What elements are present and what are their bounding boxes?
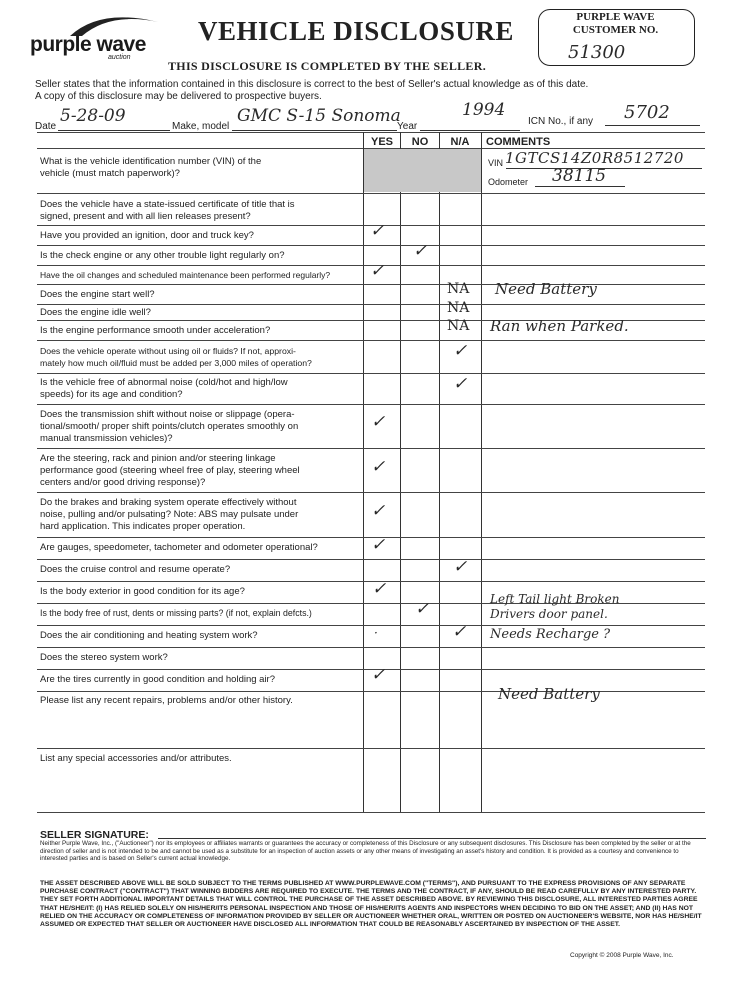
icn-value[interactable]: 5702 xyxy=(624,102,670,123)
question-check-engine: Is the check engine or any other trouble light regularly on? xyxy=(40,250,285,261)
comment-body-rust-1[interactable]: Left Tail light Broken xyxy=(490,592,620,606)
odometer-value[interactable]: 38115 xyxy=(552,166,607,186)
question-text: What is the vehicle identification number (VIN) of the xyxy=(40,156,262,167)
check-mark-na[interactable]: ✓ xyxy=(452,622,467,642)
date-value[interactable]: 5-28-09 xyxy=(60,106,126,126)
question-brakes xyxy=(40,497,360,533)
year-value[interactable]: 1994 xyxy=(462,100,506,120)
question-accessories: List any special accessories and/or attributes. xyxy=(40,753,232,764)
check-mark-yes[interactable]: ✓ xyxy=(372,579,387,599)
question-text: Does the vehicle operate without using oil or fluids? If not, approxi- xyxy=(40,346,296,356)
question-oil-fluids xyxy=(40,345,360,369)
disclaimer-text: Neither Purple Wave, Inc., ("Auctioneer") nor its employees or affiliates warrants or guarantees the accuracy or completeness of this Disclosure or any subsequent disclosures. This Disclosure has been completed by the seller or at the direction of seller and is not intended to be and cannot be used as a substitute for an inspection of auction assets or any other means of investigating an asset's history and condition. It is provided as a courtesy and convenience to interested parties and is based on Seller's current actual knowledge. xyxy=(40,840,691,863)
question-engine-idle: Does the engine idle well? xyxy=(40,307,151,318)
question-engine-start: Does the engine start well? xyxy=(40,289,155,300)
copyright: Copyright © 2008 Purple Wave, Inc. xyxy=(570,952,674,959)
intro-text xyxy=(35,79,705,103)
question-text: noise, pulling and/or pulsating? Note: ABS may pulsate under xyxy=(40,509,299,520)
question-noise xyxy=(40,377,360,401)
check-mark-no[interactable]: ✓ xyxy=(413,241,428,261)
terms-text: THE ASSET DESCRIBED ABOVE WILL BE SOLD SUBJECT TO THE TERMS PUBLISHED AT WWW.PURPLEWAVE.COM ("TERMS"), AND PURSUANT TO THE EXPRESS PROVISIONS OF ANY SEPARATE PURCHASE CONTRACT ("CONTRACT") THAT WINNING BIDDERS ARE REQUIRED TO EXECUTE. THE TERMS AND THE CONTRACT, IF ANY, SHOULD BE READ CAREFULLY BY ANY INTERESTED PARTY. THEY SET FORTH ADDITIONAL IMPORTANT DETAILS THAT WILL CONTROL THE PURCHASE OF THE ASSET DESCRIBED ABOVE. BY REVIEWING THIS DISCLOSURE, ALL INTERESTED PARTIES AGREE THAT HE/SHE/IT: (I) HAS RELIED SOLELY ON HIS/HER/ITS PERSONAL INSPECTION AND THOSE OF HIS/HER/ITS AGENTS AND INSPECTORS WHEN DECIDING TO BID ON THE ASSET; AND (II) HAS NOT RELIED ON THE ACCURACY OR COMPLETENESS OF INFORMATION PROVIDED BY SELLER OR AUCTIONEER WHETHER ORAL, WRITTEN OR POSTED ON AUCTIONEER'S WEBSITE, NOR HAS HE/SHE/IT ASSUMED OR EXPECTED THAT SELLER OR AUCTIONEER HAVE DISCLOSED ALL INFORMATION THAT COULD BE REASONABLY ASCERTAINED BY INSPECTION OF THE ASSET. xyxy=(40,880,702,929)
check-mark-yes[interactable]: ✓ xyxy=(370,221,385,241)
check-mark-yes[interactable]: ✓ xyxy=(371,501,386,521)
question-tires: Are the tires currently in good condition and holding air? xyxy=(40,674,276,685)
date-label: Date xyxy=(35,121,57,132)
question-text: tional/smooth/ proper shift points/clutch operates smoothly on xyxy=(40,421,299,432)
customer-number[interactable]: 51300 xyxy=(568,42,626,63)
question-steering xyxy=(40,453,360,489)
vin-shaded-cells xyxy=(364,149,481,192)
year-label: Year xyxy=(397,121,418,132)
col-na: N/A xyxy=(450,136,470,148)
question-text: vehicle (must match paperwork)? xyxy=(40,168,180,179)
check-mark-yes[interactable]: ✓ xyxy=(371,665,386,685)
signature-label: SELLER SIGNATURE: xyxy=(40,829,149,841)
vin-value[interactable]: 1GTCS14Z0R8512720 xyxy=(505,149,684,167)
question-title xyxy=(40,199,360,223)
question-text: mately how much oil/fluid must be added per 3,000 miles of operation? xyxy=(40,358,312,368)
question-oil-changes: Have the oil changes and scheduled maintenance been performed regularly? xyxy=(40,270,331,280)
question-body-exterior: Is the body exterior in good condition for its age? xyxy=(40,586,245,597)
col-comments: COMMENTS xyxy=(486,136,551,148)
col-no: NO xyxy=(411,136,429,148)
stray-mark: · xyxy=(374,626,378,640)
question-text: Do the brakes and braking system operate effectively without xyxy=(40,497,297,508)
logo-name: purple wave xyxy=(30,33,146,56)
check-mark-yes[interactable]: ✓ xyxy=(370,261,385,281)
signature-line[interactable] xyxy=(158,838,706,839)
question-gauges: Are gauges, speedometer, tachometer and odometer operational? xyxy=(40,542,318,553)
question-text: manual transmission vehicles)? xyxy=(40,433,173,444)
logo-sub: auction xyxy=(108,54,131,61)
check-mark-yes[interactable]: ✓ xyxy=(371,457,386,477)
question-body-rust: Is the body free of rust, dents or missing parts? (if not, explain defcts.) xyxy=(40,608,312,618)
question-cruise: Does the cruise control and resume operate? xyxy=(40,564,231,575)
question-repairs: Please list any recent repairs, problems and/or other history. xyxy=(40,695,293,706)
question-text: centers and/or good driving response)? xyxy=(40,477,206,488)
comment-engine-performance[interactable]: Ran when Parked. xyxy=(490,317,629,335)
make-label: Make, model xyxy=(172,121,230,132)
question-text: Does the transmission shift without noise or slippage (opera- xyxy=(40,409,295,420)
question-text: Are the steering, rack and pinion and/or steering linkage xyxy=(40,453,276,464)
customer-label-line2: CUSTOMER NO. xyxy=(572,24,659,36)
check-mark-na[interactable]: ✓ xyxy=(453,374,468,394)
question-vin xyxy=(40,156,360,180)
question-text: Is the vehicle free of abnormal noise (cold/hot and high/low xyxy=(40,377,288,388)
col-yes: YES xyxy=(370,136,393,148)
make-value[interactable]: GMC S-15 Sonoma xyxy=(237,106,401,126)
icn-label: ICN No., if any xyxy=(528,116,594,127)
page-subtitle: THIS DISCLOSURE IS COMPLETED BY THE SELLER. xyxy=(168,59,486,73)
question-keys: Have you provided an ignition, door and truck key? xyxy=(40,230,254,241)
intro-line2: A copy of this disclosure may be delivered to prospective buyers. xyxy=(35,91,322,102)
question-text: hard application. This indicates proper operation. xyxy=(40,521,246,532)
intro-line1: Seller states that the information contained in this disclosure is correct to the best of Seller's actual knowledge as of this date. xyxy=(35,79,589,90)
comment-repairs[interactable]: Need Battery xyxy=(498,685,600,703)
check-mark-na[interactable]: ✓ xyxy=(453,557,468,577)
page-title: VEHICLE DISCLOSURE xyxy=(198,16,514,46)
comment-engine-start[interactable]: Need Battery xyxy=(495,280,597,298)
customer-label-line1: PURPLE WAVE xyxy=(576,11,655,23)
question-stereo: Does the stereo system work? xyxy=(40,652,168,663)
na-mark[interactable]: NA xyxy=(447,281,470,297)
customer-label xyxy=(538,11,693,37)
question-text: speeds) for its age and condition? xyxy=(40,389,183,400)
check-mark-na[interactable]: ✓ xyxy=(453,341,468,361)
comment-ac[interactable]: Needs Recharge ? xyxy=(490,627,611,642)
question-text: signed, present and with all lien releases present? xyxy=(40,211,251,222)
question-transmission xyxy=(40,409,360,445)
comment-body-rust-2[interactable]: Drivers door panel. xyxy=(490,607,608,621)
check-mark-no[interactable]: ✓ xyxy=(415,599,430,619)
question-engine-performance: Is the engine performance smooth under acceleration? xyxy=(40,325,271,336)
odometer-label: Odometer xyxy=(488,177,529,187)
na-mark[interactable]: NA xyxy=(447,318,470,334)
question-text: Does the vehicle have a state-issued certificate of title that is xyxy=(40,199,295,210)
check-mark-yes[interactable]: ✓ xyxy=(371,535,386,555)
na-mark[interactable]: NA xyxy=(447,300,470,316)
vin-label: VIN xyxy=(488,158,504,168)
question-ac: Does the air conditioning and heating system work? xyxy=(40,630,258,641)
question-text: performance good (steering wheel free of play, steering wheel xyxy=(40,465,300,476)
check-mark-yes[interactable]: ✓ xyxy=(371,412,386,432)
